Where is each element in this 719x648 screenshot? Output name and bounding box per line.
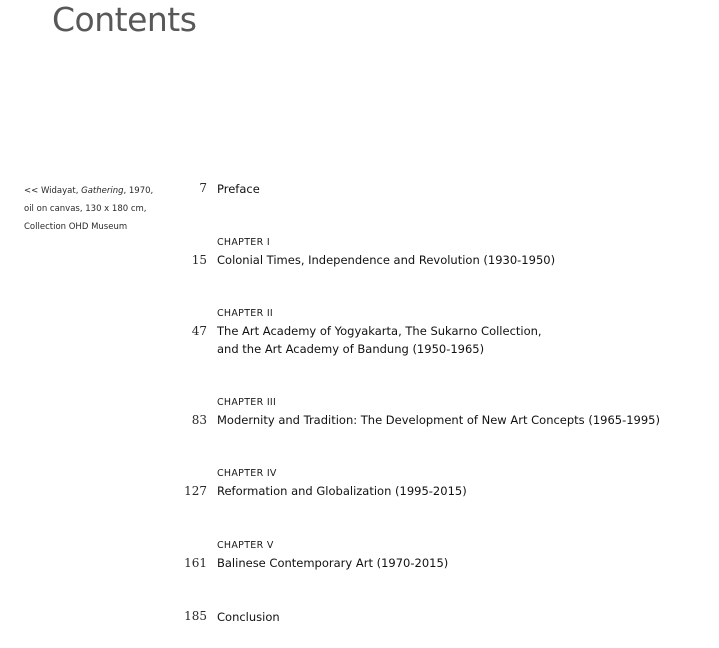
entry-title-line: Reformation and Globalization (1995-2015) <box>217 484 467 498</box>
page-number: 127 <box>184 484 207 498</box>
entry-title <box>217 608 280 626</box>
entry-title-line: Colonial Times, Independence and Revolution (1930-1950) <box>217 253 556 267</box>
entry-title <box>217 180 260 198</box>
caption-line-1 <box>24 182 174 200</box>
caption-artwork-title: Gathering <box>81 186 124 196</box>
caption-artist: << Widayat, <box>24 186 82 196</box>
entry-title-line: and the Art Academy of Bandung (1950-1965) <box>217 342 485 356</box>
page-number: 161 <box>184 556 207 570</box>
caption-year: , 1970, <box>123 186 154 196</box>
page-number: 15 <box>191 253 207 267</box>
page-number: 47 <box>191 324 207 338</box>
image-caption <box>24 182 174 236</box>
page-number: 185 <box>184 609 207 623</box>
chapter-label: CHAPTER I <box>217 237 270 248</box>
entry-title <box>217 482 467 500</box>
entry-title <box>217 251 555 269</box>
entry-title-line: Balinese Contemporary Art (1970-2015) <box>217 556 449 570</box>
entry-title <box>217 411 660 429</box>
page-number: 7 <box>199 181 207 195</box>
entry-title-line: Conclusion <box>217 610 280 624</box>
chapter-label: CHAPTER V <box>217 540 274 551</box>
chapter-label: CHAPTER II <box>217 308 274 319</box>
entry-title-line: Preface <box>217 182 260 196</box>
entry-title <box>217 554 448 572</box>
page-title: Contents <box>52 0 197 39</box>
caption-line-2: oil on canvas, 130 x 180 cm, <box>24 204 147 214</box>
entry-title-line: Modernity and Tradition: The Development of New Art Concepts (1965-1995) <box>217 413 660 427</box>
chapter-label: CHAPTER III <box>217 397 277 408</box>
chapter-label: CHAPTER IV <box>217 468 277 479</box>
entry-title <box>217 322 542 358</box>
page-number: 83 <box>191 413 207 427</box>
entry-title-line: The Art Academy of Yogyakarta, The Sukarno Collection, <box>217 324 542 338</box>
caption-line-3: Collection OHD Museum <box>24 222 128 232</box>
